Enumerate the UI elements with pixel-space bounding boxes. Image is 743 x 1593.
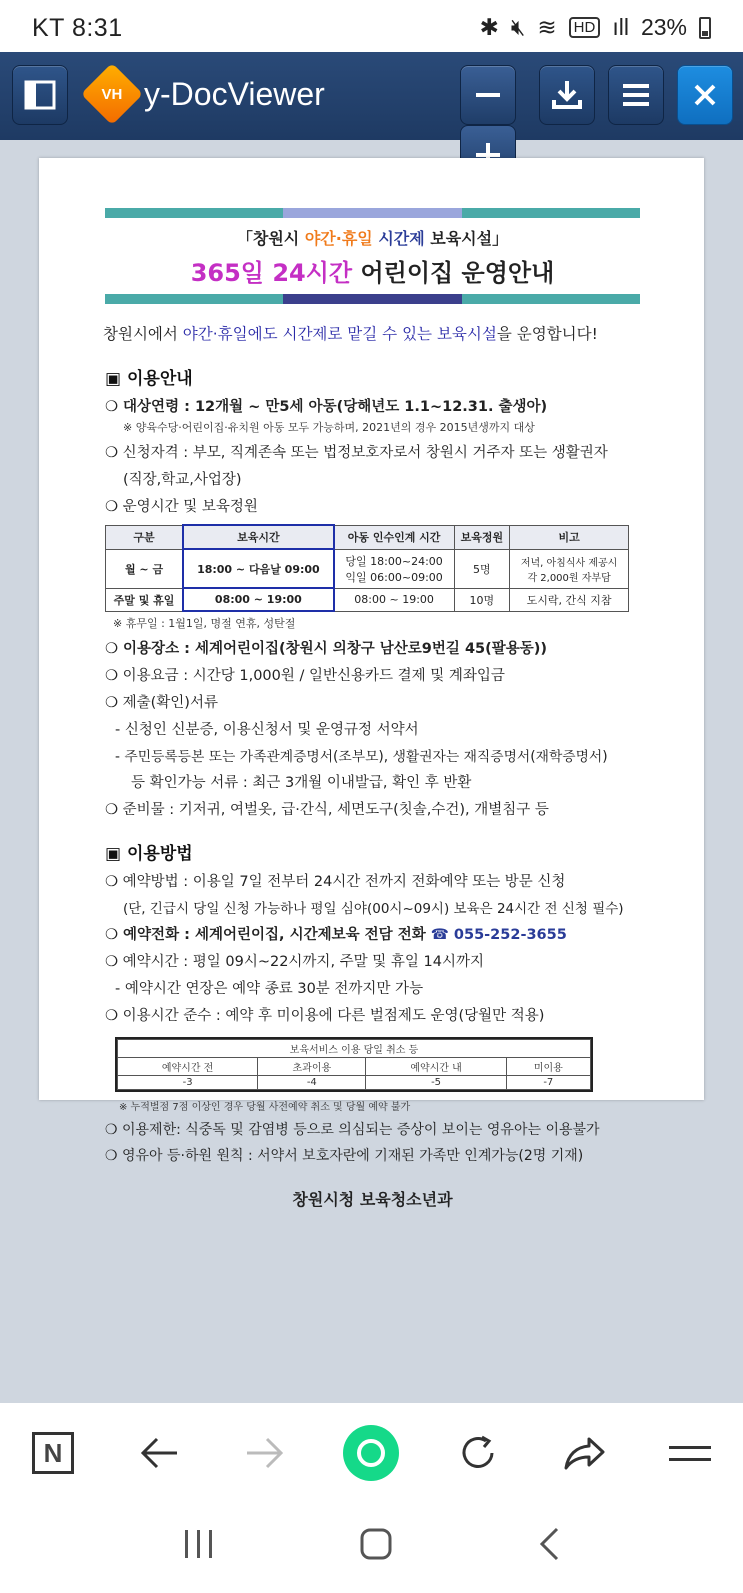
close-button[interactable]	[677, 65, 733, 125]
signal-icon: ıll	[612, 14, 629, 40]
table-header-row	[118, 1058, 591, 1076]
reservation-hours: ❍ 예약시간 : 평일 09시~22시까지, 주말 및 휴일 14시까지	[105, 954, 484, 970]
table-cell: 08:00 ~ 19:00	[183, 588, 334, 611]
home-button[interactable]	[359, 1527, 393, 1570]
hamburger-icon	[621, 82, 651, 108]
table-header-cell: 예약시간 내	[366, 1058, 506, 1076]
hd-badge: HD	[569, 17, 601, 38]
operating-hours-table	[105, 524, 629, 612]
intro-text: 창원시에서 야간·휴일에도 시간제로 맡길 수 있는 보육시설을 운영합니다!	[103, 325, 598, 343]
close-icon	[692, 82, 718, 108]
table-cell: 5명	[454, 549, 510, 588]
documents-item-2-cont: 등 확인가능 서류 : 최근 3개월 이내발급, 확인 후 반환	[131, 775, 472, 791]
table-header-cell: 비고	[510, 525, 629, 549]
carrier-time: KT 8:31	[32, 14, 123, 42]
table-cell: 저녁, 아침식사 제공시 각 2,000원 자부담	[510, 549, 629, 588]
issuer: 창원시청 보육청소년과	[292, 1190, 453, 1209]
documents-item-1: - 신청인 신분증, 이용신청서 및 운영규정 서약서	[115, 722, 419, 738]
table-cell: -5	[366, 1076, 506, 1090]
battery-icon	[699, 17, 711, 39]
location: ❍ 이용장소 : 세계어린이집(창원시 의창구 남산로9번길 45(팔용동))	[105, 641, 548, 657]
logo-mark: VH	[81, 63, 143, 125]
doc-subtitle: 「창원시 야간·휴일 시간제 보육시설」	[236, 229, 509, 248]
app-name: y-DocViewer	[144, 75, 325, 112]
green-dot-button[interactable]	[341, 1423, 401, 1483]
table-row	[106, 549, 629, 588]
refresh-icon	[458, 1433, 498, 1473]
table-cell: 18:00 ~ 다음날 09:00	[183, 549, 334, 588]
penalty-table	[115, 1037, 593, 1092]
minus-icon	[473, 80, 503, 110]
table-cell: 도시락, 간식 지참	[510, 588, 629, 611]
table-cell: -3	[118, 1076, 258, 1090]
phone-number[interactable]: ☎ 055-252-3655	[430, 927, 567, 943]
browser-toolbar	[0, 1403, 743, 1503]
table-cell: -4	[258, 1076, 366, 1090]
reservation-extension: - 예약시간 연장은 예약 종료 30분 전까지만 가능	[115, 981, 424, 997]
table-header-cell: 아동 인수인계 시간	[334, 525, 454, 549]
supplies: ❍ 준비물 : 기저귀, 여벌옷, 급·간식, 세면도구(칫솔,수건), 개별침구 등	[105, 802, 549, 818]
table-header-cell: 미이용	[506, 1058, 590, 1076]
hours-heading: ❍ 운영시간 및 보육정원	[105, 499, 258, 515]
download-button[interactable]	[539, 65, 595, 125]
wifi-icon: ≋	[537, 14, 557, 40]
usage-restriction: ❍ 이용제한: 식중독 및 감염병 등으로 의심되는 증상이 보이는 영유아는 이용불가	[105, 1122, 600, 1138]
arrow-left-icon	[139, 1436, 179, 1470]
section-usage-method: ▣ 이용방법	[105, 844, 193, 864]
home-icon	[359, 1527, 393, 1561]
table-header-cell: 초과이용	[258, 1058, 366, 1076]
eligibility-detail: (직장,학교,사업장)	[123, 472, 242, 488]
table-header-cell: 예약시간 전	[118, 1058, 258, 1076]
time-compliance: ❍ 이용시간 준수 : 예약 후 미이용에 다른 벌점제도 운영(당월만 적용)	[105, 1008, 545, 1024]
table-header-row	[106, 525, 629, 549]
holidays-note: ※ 휴무일 : 1월1일, 명절 연휴, 성탄절	[113, 617, 296, 630]
title-bar-bottom	[105, 294, 640, 304]
penalty-title-row	[118, 1040, 591, 1058]
table-cell: 당일 18:00~24:00 익일 06:00~09:00	[334, 549, 454, 588]
table-header-cell: 보육정원	[454, 525, 510, 549]
chevron-left-icon	[537, 1527, 561, 1561]
section-usage-info: ▣ 이용안내	[105, 369, 193, 389]
browser-menu-button[interactable]	[660, 1423, 720, 1483]
table-row	[106, 588, 629, 611]
document-content	[105, 208, 640, 1210]
pickup-rule: ❍ 영유아 등·하원 원칙 : 서약서 보호자란에 기재된 가족만 인계가능(2명 기재)	[105, 1148, 584, 1164]
green-dot-icon	[343, 1425, 399, 1481]
refresh-button[interactable]	[448, 1423, 508, 1483]
menu-button[interactable]	[608, 65, 664, 125]
battery-text: 23%	[640, 14, 687, 40]
fee: ❍ 이용요금 : 시간당 1,000원 / 일반신용카드 결제 및 계좌입금	[105, 668, 505, 684]
app-logo	[90, 72, 325, 116]
system-navigation-bar	[0, 1503, 743, 1593]
recent-apps-button[interactable]	[182, 1528, 216, 1569]
status-bar	[0, 0, 743, 52]
hamburger-icon	[669, 1441, 711, 1465]
naver-home-button[interactable]	[23, 1423, 83, 1483]
sidebar-toggle-button[interactable]	[12, 65, 68, 125]
target-age: ❍ 대상연령 : 12개월 ~ 만5세 아동(당해년도 1.1~12.31. 출생아)	[105, 399, 548, 415]
mute-icon: 🔇︎	[510, 14, 526, 40]
table-row	[118, 1076, 591, 1090]
doc-title: 365일 24시간 어린이집 운영안내	[190, 259, 555, 287]
app-header	[0, 52, 743, 140]
back-button[interactable]	[129, 1423, 189, 1483]
penalty-title: 보육서비스 이용 당일 취소 등	[118, 1040, 591, 1058]
zoom-out-button[interactable]	[460, 65, 516, 125]
bluetooth-icon: ✱	[479, 14, 499, 40]
table-header-cell: 구분	[106, 525, 184, 549]
table-header-cell: 보육시간	[183, 525, 334, 549]
penalty-note: ※ 누적벌점 7점 이상인 경우 당월 사전예약 취소 및 당월 예약 불가	[119, 1102, 411, 1113]
status-icons	[480, 14, 711, 41]
recent-apps-icon	[182, 1528, 216, 1560]
forward-button[interactable]	[235, 1423, 295, 1483]
download-icon	[550, 78, 584, 112]
table-cell: 월 ~ 금	[106, 549, 184, 588]
share-button[interactable]	[554, 1423, 614, 1483]
documents-heading: ❍ 제출(확인)서류	[105, 695, 218, 711]
eligibility: ❍ 신청자격 : 부모, 직계존속 또는 법정보호자로서 창원시 거주자 또는 생활권자	[105, 445, 608, 461]
table-cell: -7	[506, 1076, 590, 1090]
reservation-method-note: (단, 긴급시 당일 신청 가능하나 평일 심야(00시~09시) 보육은 24시간 전 신청 필수)	[123, 901, 624, 917]
table-cell: 10명	[454, 588, 510, 611]
reservation-method: ❍ 예약방법 : 이용일 7일 전부터 24시간 전까지 전화예약 또는 방문 신청	[105, 874, 566, 890]
reservation-phone: ❍ 예약전화 : 세계어린이집, 시간제보육 전담 전화 ☎ 055-252-3655	[105, 927, 567, 943]
document-page	[39, 158, 704, 1209]
naver-n-icon: N	[32, 1432, 74, 1474]
title-bar-top	[105, 208, 640, 218]
documents-item-2: - 주민등록등본 또는 가족관계증명서(조부모), 생활권자는 재직증명서(재학증명서)	[115, 749, 608, 765]
share-icon	[563, 1435, 605, 1471]
arrow-right-icon	[245, 1436, 285, 1470]
sidebar-icon	[24, 80, 56, 110]
table-cell: 주말 및 휴일	[106, 588, 184, 611]
target-age-note: ※ 양육수당·어린이집·유치원 아동 모두 가능하며, 2021년의 경우 2015년생까지 대상	[123, 421, 535, 434]
table-cell: 08:00 ~ 19:00	[334, 588, 454, 611]
system-back-button[interactable]	[537, 1527, 561, 1570]
